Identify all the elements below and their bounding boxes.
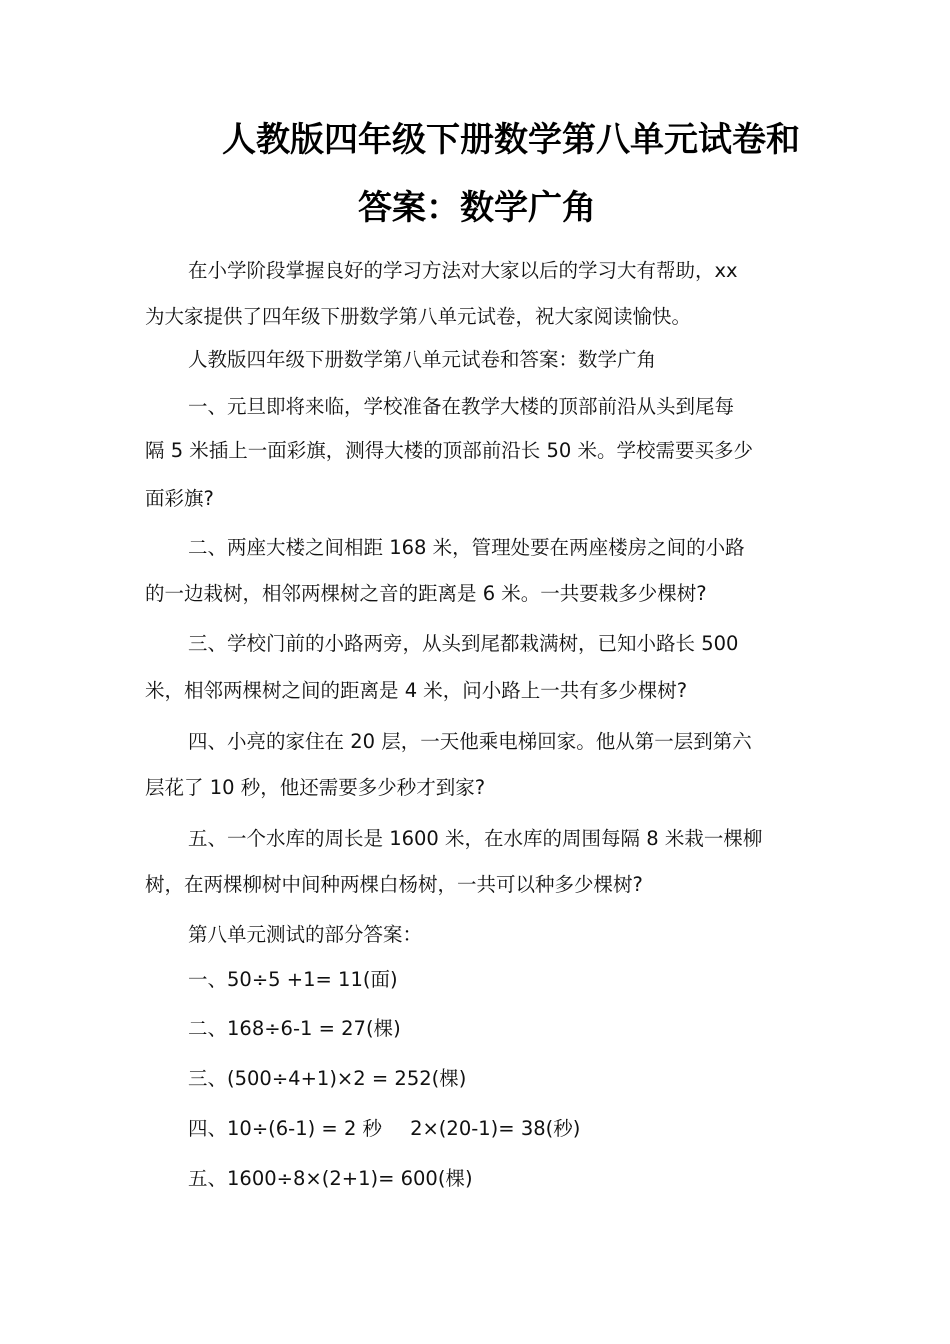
question-1-line-2: 隔 5 米插上一面彩旗，测得大楼的顶部前沿长 50 米。学校需要买多少 — [145, 439, 754, 462]
question-1-line-1: 一、元旦即将来临，学校准备在教学大楼的顶部前沿从头到尾每 — [188, 395, 735, 418]
answer-3: 三、(500÷4+1)×2 = 252(棵) — [188, 1067, 467, 1090]
question-2-line-2: 的一边栽树，相邻两棵树之音的距离是 6 米。一共要栽多少棵树? — [145, 582, 707, 605]
question-4-line-1: 四、小亮的家住在 20 层，一天他乘电梯回家。他从第一层到第六 — [188, 730, 752, 753]
answer-2: 二、168÷6-1 = 27(棵) — [188, 1017, 401, 1040]
subtitle-line: 人教版四年级下册数学第八单元试卷和答案：数学广角 — [188, 348, 657, 371]
question-5-line-1: 五、一个水库的周长是 1600 米，在水库的周围每隔 8 米栽一棵柳 — [188, 827, 763, 850]
answers-heading: 第八单元测试的部分答案： — [188, 923, 423, 946]
answer-4-part-1: 四、10÷(6-1) = 2 秒 — [188, 1117, 383, 1140]
document-title-line-2: 答案：数学广角 — [358, 188, 596, 228]
question-5-line-2: 树，在两棵柳树中间种两棵白杨树，一共可以种多少棵树? — [145, 873, 643, 896]
question-3-line-2: 米，相邻两棵树之间的距离是 4 米，问小路上一共有多少棵树? — [145, 679, 688, 702]
intro-paragraph-line-1: 在小学阶段掌握良好的学习方法对大家以后的学习大有帮助，xx — [188, 259, 738, 282]
answer-4-part-2: 2×(20-1)= 38(秒) — [410, 1117, 581, 1140]
answer-4-line — [188, 1115, 580, 1143]
document-title-line-1: 人教版四年级下册数学第八单元试卷和 — [222, 120, 800, 160]
question-4-line-2: 层花了 10 秒，他还需要多少秒才到家? — [145, 776, 486, 799]
answer-5: 五、1600÷8×(2+1)= 600(棵) — [188, 1167, 473, 1190]
question-2-line-1: 二、两座大楼之间相距 168 米，管理处要在两座楼房之间的小路 — [188, 536, 745, 559]
intro-paragraph-line-2: 为大家提供了四年级下册数学第八单元试卷，祝大家阅读愉快。 — [145, 305, 692, 328]
answer-1: 一、50÷5 +1= 11(面) — [188, 968, 398, 991]
question-1-line-3: 面彩旗? — [145, 487, 214, 510]
question-3-line-1: 三、学校门前的小路两旁，从头到尾都栽满树，已知小路长 500 — [188, 632, 739, 655]
